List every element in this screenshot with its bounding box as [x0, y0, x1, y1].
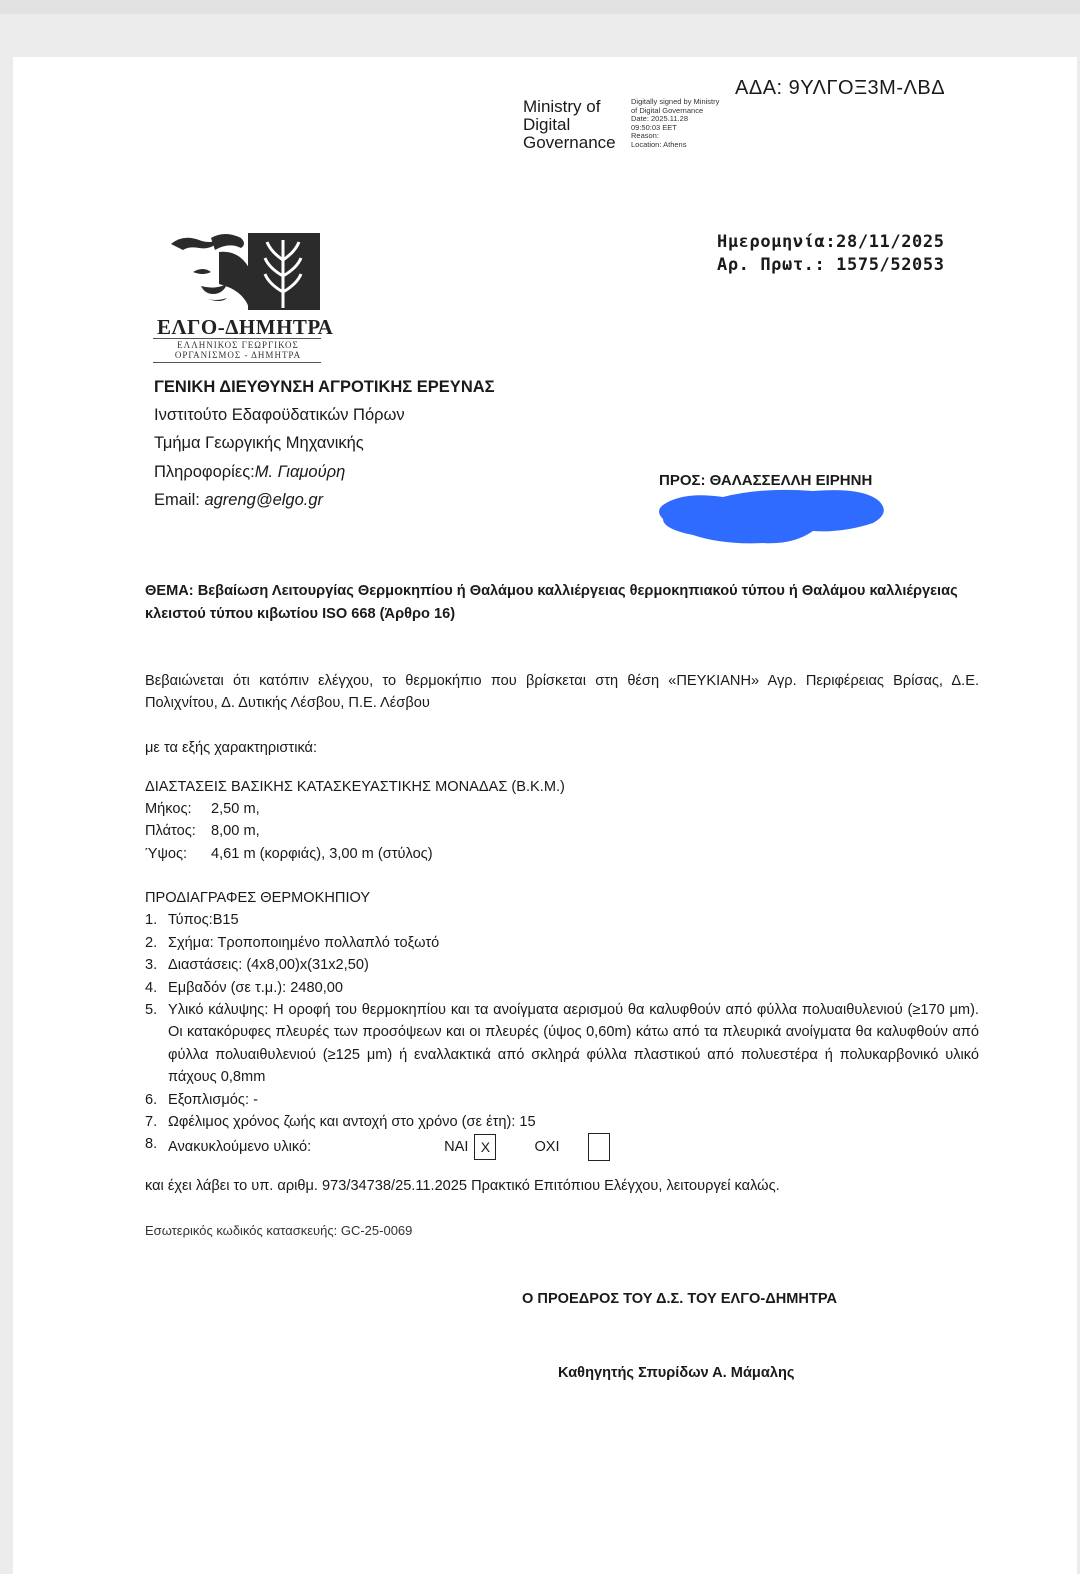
sender-block [154, 373, 495, 514]
signature-line: Reason: [631, 131, 659, 141]
signature-line: Digitally signed by Ministry [631, 97, 720, 106]
subject-line: ΘΕΜΑ: Βεβαίωση Λειτουργίας Θερμοκηπίου ή Θαλάμου καλλιέργειας θερμοκηπιακού τύπου ή Θαλάμου καλλιέργειας κλειστού τύπου κιβωτίου ISO 668 (Άρθρο 16) [145, 583, 958, 622]
dim-label: Ύψος: [145, 845, 188, 862]
top-bar [0, 0, 1080, 14]
recipient-line: ΠΡΟΣ: ΘΑΛΑΣΣΕΛΛΗ ΕΙΡΗΝΗ [659, 472, 873, 489]
signature-line: 09:50:03 EET [631, 122, 677, 132]
spec-item [145, 999, 979, 1089]
no-label: ΟΧΙ [534, 1139, 560, 1156]
spec-item [145, 977, 979, 999]
email-value: agreng@elgo.gr [204, 490, 324, 509]
redaction-scribble [659, 485, 889, 549]
info-line [154, 458, 495, 486]
spec-num: 8. [145, 1136, 158, 1153]
spec-item-recycle [145, 1133, 979, 1161]
spec-text: Υλικό κάλυψης: Η οροφή του θερμοκηπίου και τα ανοίγματα αερισμού θα καλυφθούν από φύλλα πολυαιθυλενιού (≥170 μm). Οι κατακόρυφες πλευρές των προσόψεων και οι πλευρές (ύψος 0,60m) κάτω από τα πλευρικά ανοίγματα θα καλυφθούν από φύλλα πολυαιθυλενιού (≥125 μm) ή εναλλακτικά από σκληρά φύλλα πλαστικού από πολυεστέρα ή πολυκαρβονικό υλικό πάχους 0,8mm [168, 1002, 979, 1086]
date-line: Ημερομηνία:28/11/2025 [717, 232, 945, 252]
spec-text: Τύπος:Β15 [168, 912, 239, 929]
recycle-row [168, 1133, 979, 1161]
email-label: Email: [154, 490, 200, 509]
dims-heading: ΔΙΑΣΤΑΣΕΙΣ ΒΑΣΙΚΗΣ ΚΑΤΑΣΚΕΥΑΣΤΙΚΗΣ ΜΟΝΑΔΑΣ (Β.Κ.Μ.) [145, 779, 565, 795]
spec-text: Σχήμα: Τροποποιημένο πολλαπλό τοξωτό [168, 934, 440, 951]
logo-subtitle-line: ΟΡΓΑΝΙΣΜΟΣ - ΔΗΜΗΤΡΑ [174, 350, 302, 360]
logo-divider [153, 362, 321, 363]
protocol-line: Αρ. Πρωτ.: 1575/52053 [717, 255, 945, 275]
date-protocol [717, 231, 945, 277]
recycle-yes [444, 1134, 496, 1160]
department-name: Τμήμα Γεωργικής Μηχανικής [154, 434, 364, 453]
internal-code: Εσωτερικός κωδικός κατασκευής: GC-25-0069 [145, 1223, 413, 1238]
ada-code: ΑΔΑ: 9ΥΛΓΟΞ3Μ-ΛΒΔ [735, 77, 946, 99]
specs-block [145, 887, 979, 1161]
spec-num: 3. [145, 957, 158, 974]
spec-num: 1. [145, 912, 158, 929]
recycle-label: Ανακυκλούμενο υλικό: [168, 1139, 312, 1156]
institute-name: Ινστιτούτο Εδαφοϋδατικών Πόρων [154, 406, 405, 425]
signatory-name: Καθηγητής Σπυρίδων Α. Μάμαλης [558, 1365, 795, 1381]
spec-item [145, 1111, 979, 1133]
spec-num: 2. [145, 934, 158, 951]
logo-subtitle [163, 340, 313, 360]
features-label: με τα εξής χαρακτηριστικά: [145, 739, 318, 756]
info-label: Πληροφορίες: [154, 462, 255, 481]
specs-heading: ΠΡΟΔΙΑΓΡΑΦΕΣ ΘΕΡΜΟΚΗΠΙΟΥ [145, 890, 371, 906]
ministry-line: Ministry of [523, 97, 601, 116]
signature-line: Date: 2025.11.28 [631, 114, 688, 124]
yes-checkbox: X [474, 1134, 496, 1160]
dimensions-block [145, 776, 565, 865]
dim-row [145, 843, 565, 865]
recycle-no [534, 1133, 609, 1161]
digital-signature [631, 98, 751, 150]
signature-line: Location: Athens [631, 139, 687, 149]
dim-value: 2,50 m, [211, 801, 260, 818]
spec-item [145, 932, 979, 954]
dim-label: Μήκος: [145, 801, 192, 818]
spec-item [145, 909, 979, 931]
logo-title: ΕΛΓΟ-ΔΗΜΗΤΡΑ [157, 315, 334, 339]
dim-row [145, 820, 565, 842]
spec-num: 7. [145, 1114, 158, 1131]
spec-text: Διαστάσεις: (4x8,00)x(31x2,50) [168, 957, 369, 974]
spec-item [145, 1089, 979, 1111]
intro-text: Βεβαιώνεται ότι κατόπιν ελέγχου, το θερμοκήπιο που βρίσκεται στη θέση «ΠΕΥΚΙΑΝΗ» Αγρ. Περιφέρειας Βρίσας, Δ.Ε. Πολιχνίτου, Δ. Δυτικής Λέσβου, Π.Ε. Λέσβου [145, 673, 979, 712]
signature-line: of Digital Governance [631, 105, 704, 115]
spec-text: Ωφέλιμος χρόνος ζωής και αντοχή στο χρόνο (σε έτη): 15 [168, 1114, 536, 1131]
no-checkbox [588, 1133, 610, 1161]
spec-text: Εμβαδόν (σε τ.μ.): 2480,00 [168, 979, 343, 996]
spec-num: 5. [145, 1002, 158, 1019]
ministry-line: Governance [523, 133, 616, 152]
spec-num: 4. [145, 979, 158, 996]
directorate-name: ΓΕΝΙΚΗ ΔΙΕΥΘΥΝΣΗ ΑΓΡΟΤΙΚΗΣ ΕΡΕΥΝΑΣ [154, 378, 495, 396]
dim-label: Πλάτος: [145, 823, 196, 840]
closing-statement: και έχει λάβει το υπ. αριθμ. 973/34738/25.11.2025 Πρακτικό Επιτόπιου Ελέγχου, λειτουργεί καλώς. [145, 1178, 780, 1194]
spec-text: Εξοπλισμός: - [168, 1091, 258, 1108]
logo-subtitle-line: ΕΛΛΗΝΙΚΟΣ ΓΕΩΡΓΙΚΟΣ [177, 340, 299, 350]
dim-value: 4,61 m (κορφιάς), 3,00 m (στύλος) [211, 845, 433, 862]
yes-label: ΝΑΙ [444, 1139, 469, 1156]
intro-paragraph [145, 670, 979, 759]
info-name: Μ. Γιαμούρη [254, 462, 346, 481]
ministry-label [523, 98, 633, 152]
email-line [154, 486, 495, 514]
ministry-line: Digital [523, 115, 571, 134]
signatory-title: Ο ΠΡΟΕΔΡΟΣ ΤΟΥ Δ.Σ. ΤΟΥ ΕΛΓΟ-ΔΗΜΗΤΡΑ [522, 1291, 838, 1307]
document-page [13, 57, 1077, 1574]
dim-value: 8,00 m, [211, 823, 260, 840]
dim-row [145, 798, 565, 820]
spec-item [145, 954, 979, 976]
spec-num: 6. [145, 1091, 158, 1108]
